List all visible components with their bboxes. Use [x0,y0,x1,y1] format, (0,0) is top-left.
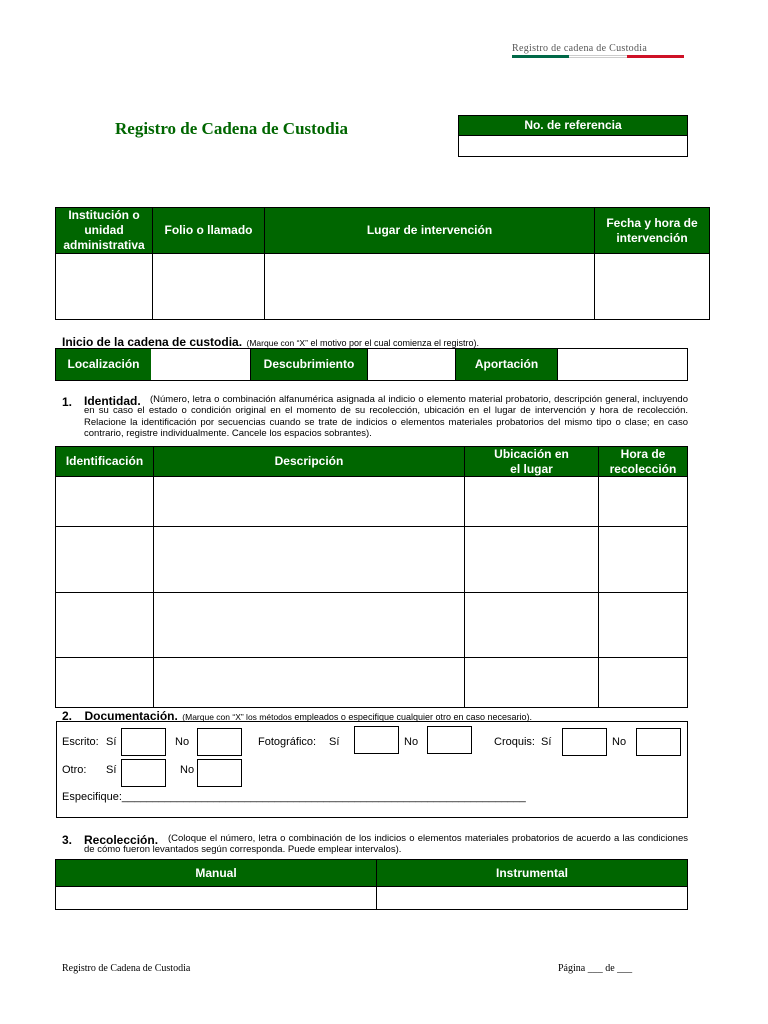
brand-text: Registro de cadena de Custodia [512,43,648,54]
documentacion-number: 2. [62,709,73,723]
escrito-si-label: Sí [106,736,117,748]
col-instrumental: Instrumental [376,859,688,887]
table-cell[interactable] [598,657,688,708]
inicio-note-rest: el motivo por el cual comienza el registro). [307,338,480,348]
localizacion-checkbox[interactable] [151,349,251,380]
table-cell[interactable] [153,592,465,658]
escrito-no-box[interactable] [197,728,242,756]
recoleccion-number: 3. [62,833,73,847]
identidad-number: 1. [62,395,73,409]
fotografico-si-label: Sí [329,736,340,748]
manual-cell[interactable] [55,886,377,910]
table-cell[interactable] [153,476,465,527]
table-cell[interactable] [55,592,154,658]
folio-cell[interactable] [152,253,265,320]
option-aportacion: Aportación [456,349,557,380]
instrumental-cell[interactable] [376,886,688,910]
institucion-cell[interactable] [55,253,153,320]
col-manual: Manual [55,859,377,887]
table-cell[interactable] [598,592,688,658]
fotografico-no-label: No [404,736,419,748]
table-cell[interactable] [153,526,465,593]
col-hora: Hora de recolección [598,446,688,477]
especifique-field[interactable]: Especifique:__________________________________________________________________ [62,791,526,803]
lugar-cell[interactable] [264,253,595,320]
identidad-text: (Número, letra o combinación alfanumérica asignada al indicio o elemento material probatorio, descripción general, incluyendo en su caso el estado o condición original en el momento de su recolección, ubicación en el lugar de intervención y hora de recolección. Relacione la identificación por secuencias cuando se trate de indicios o elementos materiales probatorios del mismo tipo o clase; en caso contrario, registre individualmente. Cancele los espacios sobrantes). [84,394,688,439]
table-cell[interactable] [598,476,688,527]
escrito-si-box[interactable] [121,728,166,756]
footer-title: Registro de Cadena de Custodia [62,963,191,974]
table-cell[interactable] [464,526,599,593]
otro-label: Otro: [62,764,87,776]
inicio-note-prefix: (Marque con “X” [246,338,308,348]
table-cell[interactable] [153,657,465,708]
otro-no-box[interactable] [197,759,242,787]
col-ubicacion: Ubicación en el lugar [464,446,599,477]
croquis-no-box[interactable] [636,728,681,756]
col-lugar: Lugar de intervención [264,207,595,254]
table-cell[interactable] [464,476,599,527]
identidad-title: Identidad. [84,394,141,408]
option-descubrimiento: Descubrimiento [251,349,367,380]
inicio-title: Inicio de la cadena de custodia. [62,335,243,349]
table-cell[interactable] [464,592,599,658]
otro-no-label: No [180,764,195,776]
col-descripcion: Descripción [153,446,465,477]
fotografico-label: Fotográfico: [258,736,317,748]
croquis-no-label: No [612,736,627,748]
table-cell[interactable] [55,657,154,708]
croquis-si-label: Sí [541,736,552,748]
col-identificacion: Identificación [55,446,154,477]
col-fecha-hora: Fecha y hora de intervención [594,207,710,254]
fecha-hora-cell[interactable] [594,253,710,320]
document-title: Registro de Cadena de Custodia [115,119,348,138]
footer-page: Página ___ de ___ [558,963,633,974]
table-cell[interactable] [464,657,599,708]
table-cell[interactable] [55,526,154,593]
otro-si-box[interactable] [121,759,166,787]
table-cell[interactable] [55,476,154,527]
col-institucion: Institución o unidad administrativa [55,207,153,254]
otro-si-label: Sí [106,764,117,776]
croquis-label: Croquis: [494,736,535,748]
descubrimiento-checkbox[interactable] [367,349,456,380]
escrito-label: Escrito: [62,736,99,748]
recoleccion-title: Recolección. [84,833,159,847]
table-cell[interactable] [598,526,688,593]
reference-label: No. de referencia [458,115,688,136]
aportacion-checkbox[interactable] [557,349,687,380]
recoleccion-text: (Coloque el número, letra o combinación de los indicios o elementos materiales probatorios de acuerdo a las condiciones de cómo fueron levantados según corresponda. Puede emplear intervalos). [84,833,688,856]
col-folio: Folio o llamado [152,207,265,254]
reference-input[interactable] [458,135,688,157]
fotografico-no-box[interactable] [427,726,472,754]
documentacion-note-rest: empleados o especifique cualquier otro en caso necesario). [291,712,533,722]
escrito-no-label: No [175,736,190,748]
brand-flag-bar [512,55,684,58]
documentacion-title: Documentación. [84,709,178,723]
option-localizacion: Localización [56,349,151,380]
documentacion-note-prefix: (Marque con “X” los métodos [182,712,292,722]
fotografico-si-box[interactable] [354,726,399,754]
croquis-si-box[interactable] [562,728,607,756]
